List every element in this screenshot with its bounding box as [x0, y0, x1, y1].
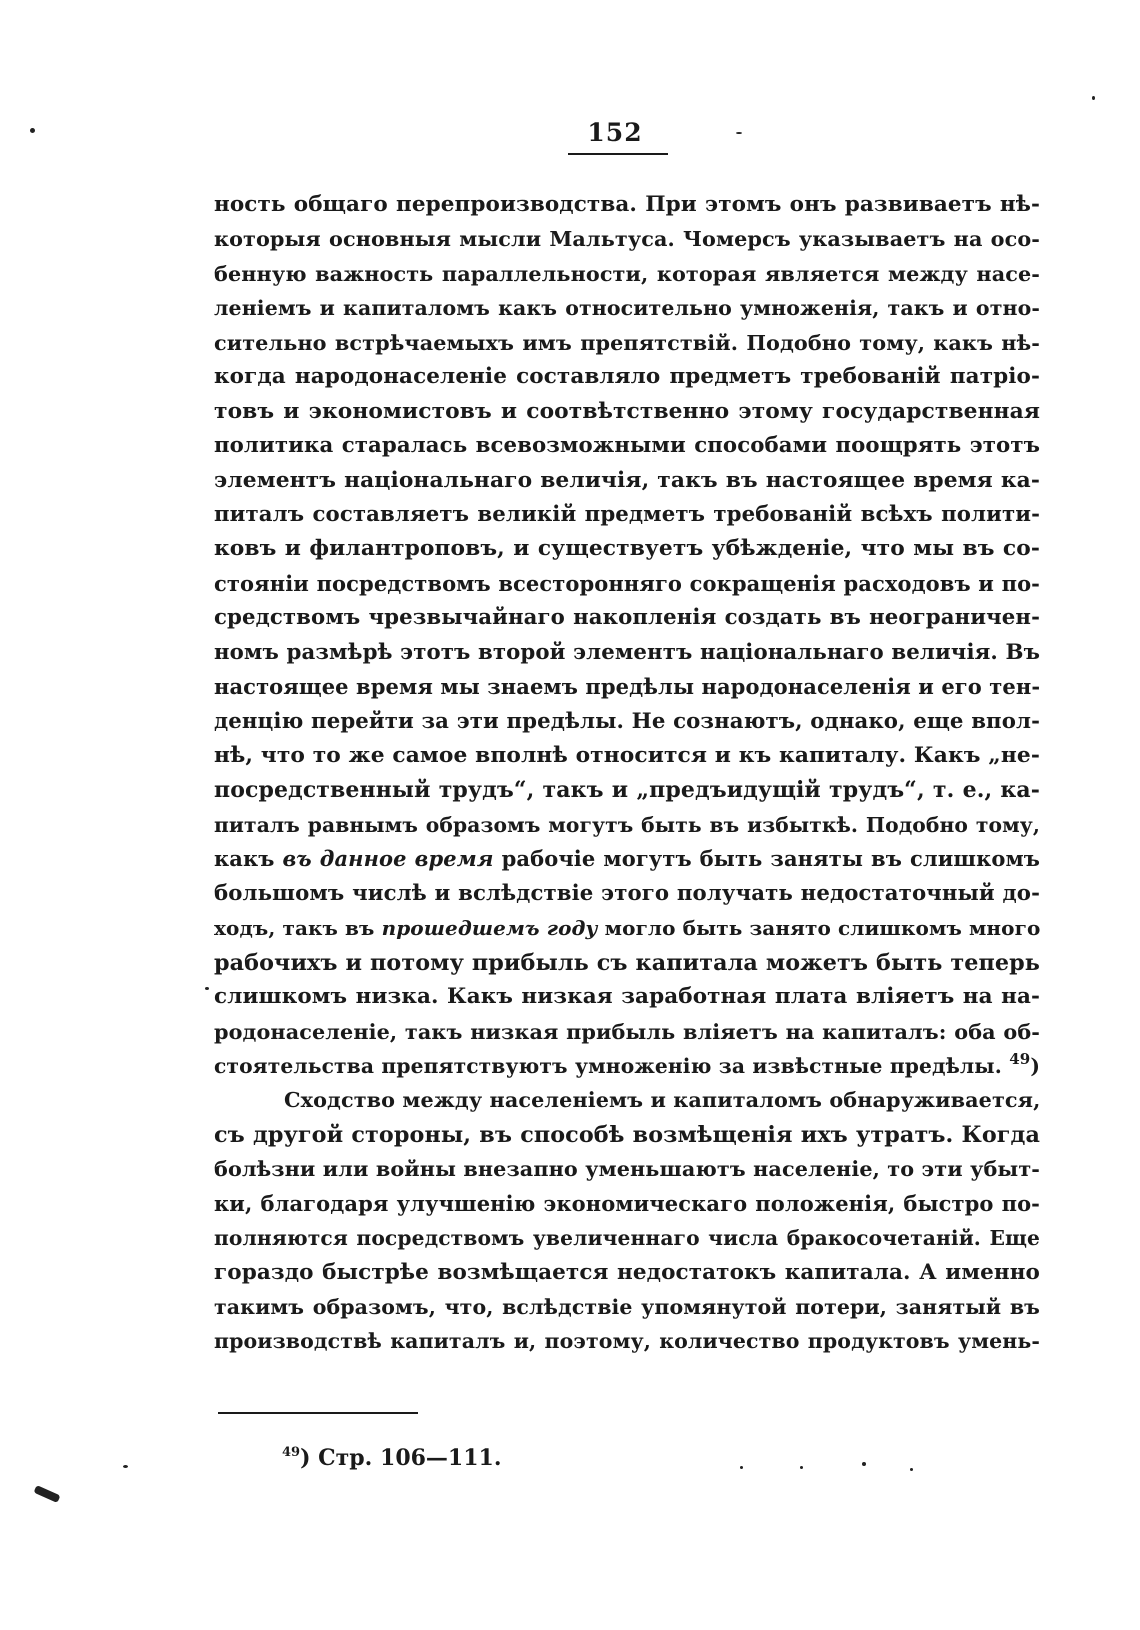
text-line	[214, 188, 1040, 222]
text-line	[214, 705, 1040, 739]
scan-speck	[1092, 96, 1095, 100]
text-segment: гораздо быстрѣе возмѣщается недостатокъ капитала. А именно	[214, 1259, 1040, 1285]
text-line	[214, 808, 1040, 842]
text-line	[214, 1083, 1040, 1117]
text-line	[214, 222, 1040, 256]
text-segment: Сходство между населеніемъ и капиталомъ обнаруживается,	[284, 1088, 1041, 1113]
scan-speck	[30, 128, 35, 133]
text-line	[214, 1152, 1040, 1186]
text-segment: такимъ образомъ, что, вслѣдствіе упомянутой потери, занятый въ	[214, 1295, 1040, 1319]
text-line	[214, 1221, 1040, 1255]
text-segment: рабочіе могутъ быть заняты въ слишкомъ	[493, 846, 1041, 872]
text-line	[214, 946, 1040, 980]
text-segment: ковъ и филантроповъ, и существуетъ убѣжденіе, что мы въ со-	[214, 536, 1040, 562]
page-number: 152	[587, 118, 643, 147]
text-segment: большомъ числѣ и вслѣдствіе этого получать недостаточный до-	[214, 880, 1040, 906]
text-segment: средствомъ чрезвычайнаго накопленія создать въ неограничен-	[214, 605, 1040, 631]
text-line	[214, 567, 1040, 601]
scan-speck	[736, 132, 742, 134]
text-segment: стояніи посредствомъ всесторонняго сокращенія расходовъ и по-	[214, 570, 1040, 596]
text-line	[214, 739, 1040, 773]
text-segment: номъ размѣрѣ этотъ второй элементъ національнаго величія. Въ	[214, 639, 1040, 665]
footnote-reference: 49	[1009, 1049, 1031, 1068]
text-segment: болѣзни или войны внезапно уменьшаютъ населеніе, то эти убыт-	[214, 1157, 1040, 1182]
text-segment: настоящее время мы знаемъ предѣлы народонаселенія и его тен-	[214, 674, 1041, 700]
text-segment: стоятельства препятствуютъ умноженію за извѣстные предѣлы.	[214, 1053, 1010, 1078]
text-segment: производствѣ капиталъ и, поэтому, количество продуктовъ умень-	[214, 1329, 1040, 1354]
text-line	[214, 257, 1040, 291]
text-line	[214, 773, 1040, 807]
scan-speck	[862, 1462, 866, 1466]
text-segment: сительно встрѣчаемыхъ имъ препятствій. Подобно тому, какъ нѣ-	[214, 330, 1040, 355]
text-segment: ки, благодаря улучшенію экономическаго положенія, быстро по-	[214, 1190, 1040, 1216]
text-line	[214, 464, 1040, 498]
text-segment: бенную важность параллельности, которая является между насе-	[214, 261, 1040, 286]
text-line	[214, 291, 1040, 325]
text-segment: леніемъ и капиталомъ какъ относительно умноженія, такъ и отно-	[214, 296, 1040, 321]
text-line	[214, 1290, 1040, 1324]
text-line	[214, 498, 1040, 532]
text-segment: )	[1030, 1053, 1040, 1078]
text-segment: родонаселеніе, такъ низкая прибыль вліяетъ на капиталъ: оба об-	[214, 1019, 1040, 1044]
text-segment: политика старалась всевозможными способами поощрять этотъ	[214, 433, 1040, 459]
text-segment: питалъ составляетъ великій предметъ требованій всѣхъ полити-	[214, 501, 1040, 527]
scan-speck	[910, 1468, 913, 1471]
text-segment: когда народонаселеніе составляло предметъ требованій патріо-	[214, 364, 1040, 390]
text-line	[214, 1015, 1040, 1049]
text-line	[214, 326, 1040, 360]
text-segment: ность общаго перепроизводства. При этомъ онъ развиваетъ нѣ-	[214, 192, 1040, 217]
text-segment: нѣ, что то же самое вполнѣ относится и къ капиталу. Какъ „не-	[214, 743, 1040, 768]
text-line	[214, 1256, 1040, 1290]
text-line	[214, 670, 1040, 704]
text-segment: ходъ, такъ въ	[214, 916, 382, 941]
text-segment: какъ	[214, 846, 283, 872]
text-segment: элементъ національнаго величія, такъ въ настоящее время ка-	[214, 467, 1040, 493]
text-segment: посредственный трудъ“, такъ и „предъидущій трудъ“, т. е., ка-	[214, 777, 1040, 804]
text-line	[214, 1118, 1040, 1152]
text-line	[214, 980, 1040, 1014]
text-line	[214, 911, 1040, 945]
text-line	[214, 395, 1040, 429]
italic-phrase: въ данное время	[282, 846, 494, 872]
body-text	[214, 188, 1040, 1359]
footnote-rule	[218, 1412, 418, 1414]
text-segment: слишкомъ низка. Какъ низкая заработная плата вліяетъ на на-	[214, 984, 1040, 1010]
text-segment: полняются посредствомъ увеличеннаго числа бракосочетаній. Еще	[214, 1226, 1040, 1251]
header-rule	[568, 153, 668, 155]
text-line	[214, 1049, 1040, 1083]
footnote-text: ) Стр. 106—111.	[300, 1445, 502, 1471]
text-segment: съ другой стороны, въ способѣ возмѣщенія ихъ утратъ. Когда	[214, 1121, 1040, 1148]
text-segment: товъ и экономистовъ и соотвѣтственно этому государственная	[214, 398, 1040, 424]
text-line	[214, 877, 1040, 911]
text-line	[214, 601, 1040, 635]
footnote	[282, 1445, 502, 1471]
scan-speck	[123, 1465, 128, 1468]
footnote-marker: 49	[282, 1445, 301, 1460]
text-segment: рабочихъ и потому прибыль съ капитала можетъ быть теперь	[214, 949, 1040, 976]
scan-speck	[205, 987, 209, 990]
scan-speck	[800, 1466, 803, 1469]
text-segment: денцію перейти за эти предѣлы. Не сознаютъ, однако, еще впол-	[214, 708, 1040, 734]
scan-speck	[33, 1485, 60, 1503]
text-line	[214, 842, 1040, 876]
text-line	[214, 1324, 1040, 1358]
text-line	[214, 1187, 1040, 1221]
italic-phrase: прошедшемъ году	[381, 916, 598, 941]
text-segment: которыя основныя мысли Мальтуса. Чомерсъ указываетъ на осо-	[214, 227, 1040, 252]
text-line	[214, 429, 1040, 463]
text-segment: питалъ равнымъ образомъ могутъ быть въ избыткѣ. Подобно тому,	[214, 812, 1040, 837]
text-line	[214, 360, 1040, 394]
text-line	[214, 532, 1040, 566]
text-segment: могло быть занято слишкомъ много	[597, 916, 1041, 941]
scan-speck	[740, 1466, 743, 1469]
text-line	[214, 636, 1040, 670]
